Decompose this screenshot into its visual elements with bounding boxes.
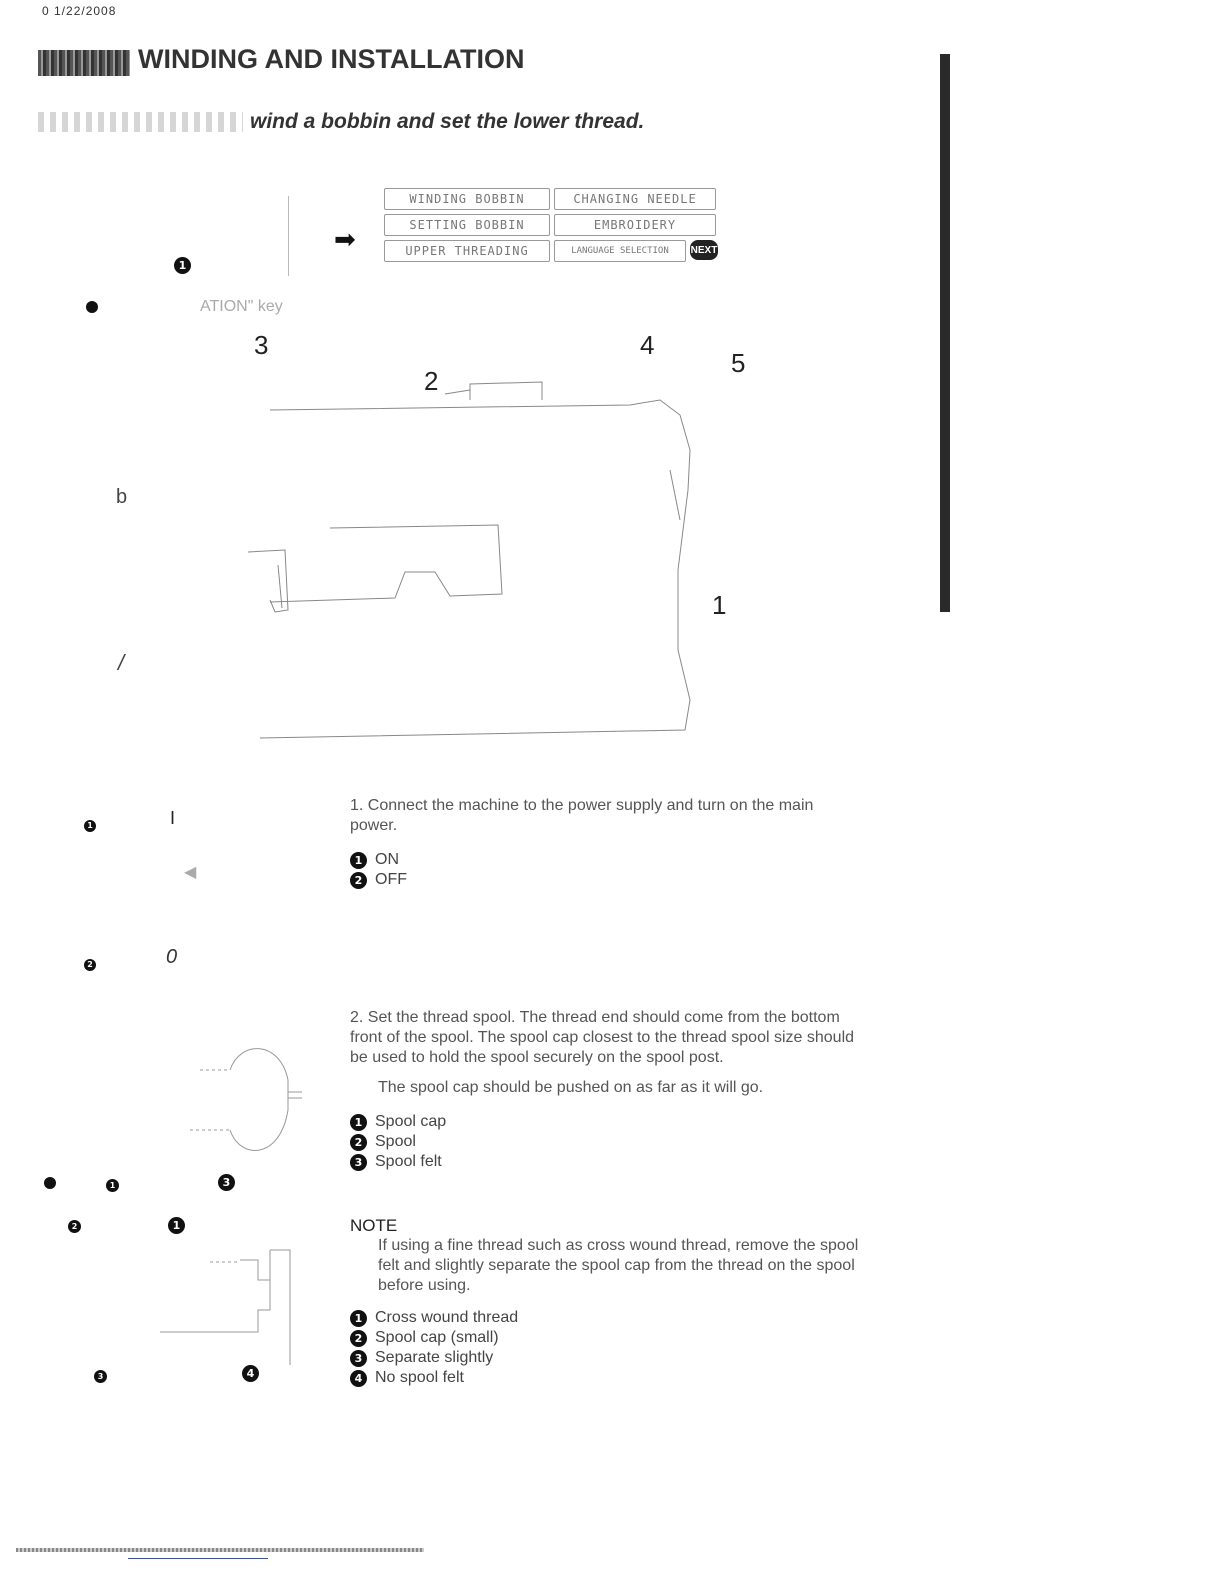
switch-marker-on: 1 <box>84 815 96 833</box>
page-edge-bar <box>940 54 950 612</box>
note-item-no-felt: 4 No spool felt <box>350 1368 860 1388</box>
menu-upper-threading[interactable]: UPPER THREADING <box>384 240 550 262</box>
note-title: NOTE <box>350 1216 398 1235</box>
menu-embroidery[interactable]: EMBROIDERY <box>554 214 716 236</box>
screen-guide-line <box>288 196 289 276</box>
note-item-spool-cap-small: 2 Spool cap (small) <box>350 1328 860 1348</box>
note-marker-3: 3 <box>94 1366 107 1384</box>
menu-changing-needle[interactable]: CHANGING NEEDLE <box>554 188 716 210</box>
switch-arrow-icon: ◀ <box>184 864 197 881</box>
note-block <box>350 1216 860 1388</box>
callout-4: 4 <box>640 330 655 360</box>
arrow-right-icon: ➡ <box>334 224 356 254</box>
key-text: ATION" key <box>200 298 283 315</box>
next-button[interactable]: NEXT <box>690 240 718 260</box>
menu-winding-bobbin[interactable]: WINDING BOBBIN <box>384 188 550 210</box>
spool-illustration <box>180 1040 310 1160</box>
step-2-item-spool-felt: 3 Spool felt <box>350 1152 860 1172</box>
step-2 <box>350 1008 860 1172</box>
footer-line <box>16 1548 424 1552</box>
step-1-text: 1. Connect the machine to the power supply and turn on the main power. <box>350 797 814 834</box>
spool-marker-3: 3 <box>218 1173 235 1191</box>
step-2-text: 2. Set the thread spool. The thread end should come from the bottom front of the spool. The spool cap closest to the thread spool size should be used to hold the spool securely on the spool post. <box>350 1009 855 1066</box>
note-text: If using a fine thread such as cross wound thread, remove the spool felt and slightly separate the spool cap from the thread on the spool before using. <box>378 1237 859 1294</box>
note-marker-1: 1 <box>168 1216 185 1234</box>
switch-off-symbol: 0 <box>166 946 178 968</box>
callout-2: 2 <box>424 366 439 396</box>
step-1 <box>350 796 860 890</box>
side-label-slash: / <box>118 650 125 675</box>
menu-setting-bobbin[interactable]: SETTING BOBBIN <box>384 214 550 236</box>
step-1-item-on: 1 ON <box>350 850 860 870</box>
side-label-b: b <box>116 486 128 508</box>
note-marker-2: 2 <box>68 1216 81 1234</box>
switch-on-symbol: I <box>170 808 176 828</box>
callout-5: 5 <box>731 348 746 378</box>
note-item-separate: 3 Separate slightly <box>350 1348 860 1368</box>
page-title: WINDING AND INSTALLATION <box>138 44 525 74</box>
title-marker-bar <box>38 50 130 76</box>
page-subtitle: wind a bobbin and set the lower thread. <box>250 110 645 133</box>
key-marker <box>86 300 98 318</box>
screen-marker: 1 <box>174 256 191 274</box>
cross-wound-thread-illustration <box>150 1240 310 1370</box>
spool-marker-1: 1 <box>106 1175 119 1193</box>
switch-marker-off: 2 <box>84 954 96 972</box>
header-date: 0 1/22/2008 <box>42 4 117 18</box>
sewing-machine-illustration <box>230 370 710 750</box>
note-item-cross-wound: 1 Cross wound thread <box>350 1308 860 1328</box>
step-2-item-spool: 2 Spool <box>350 1132 860 1152</box>
callout-1: 1 <box>712 590 727 620</box>
note-marker-4: 4 <box>242 1364 259 1382</box>
screen-menu <box>384 188 726 266</box>
step-2-item-spool-cap: 1 Spool cap <box>350 1112 860 1132</box>
faded-subtitle-prefix <box>38 112 243 132</box>
menu-language-selection[interactable]: LANGUAGE SELECTION <box>554 240 686 262</box>
step-2-note: The spool cap should be pushed on as far as it will go. <box>378 1079 764 1096</box>
step-1-item-off: 2 OFF <box>350 870 860 890</box>
spool-marker-a <box>44 1176 56 1194</box>
callout-3: 3 <box>254 330 269 360</box>
footer-link-underline[interactable] <box>128 1558 268 1559</box>
